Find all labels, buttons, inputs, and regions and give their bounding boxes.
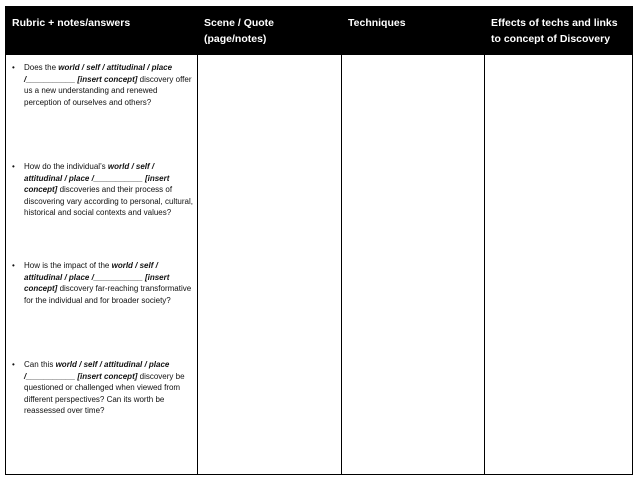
rubric-cell: [6, 55, 198, 475]
question-text: [24, 161, 193, 219]
question-text: [24, 260, 193, 306]
bullet-icon: •: [12, 63, 15, 72]
concept-placeholder: world / self / attitudinal / place /___________ [insert concept]: [24, 360, 170, 381]
question-rest: discovery be questioned or challenged when viewed from different perspectives? Can its worth be reassessed over time?: [24, 371, 185, 415]
header-techniques: Techniques: [342, 7, 485, 55]
question-lead: How do the individual’s: [24, 162, 108, 171]
concept-placeholder: world / self / attitudinal / place /___________ [insert concept]: [24, 162, 170, 194]
question-text: [24, 359, 193, 417]
question-2: [12, 161, 193, 253]
question-lead: How is the impact of the: [24, 261, 112, 270]
question-lead: Does the: [24, 63, 59, 72]
question-3: [12, 260, 193, 352]
question-text: [24, 62, 193, 108]
question-rest: discovery far-reaching transformative for the individual and for broader society?: [24, 284, 192, 305]
question-lead: Can this: [24, 360, 56, 369]
techniques-cell[interactable]: [342, 55, 485, 475]
scene-quote-cell[interactable]: [198, 55, 342, 475]
question-rest: discoveries and their process of discovering vary according to personal, cultural, historical and social contexts and values?: [24, 185, 193, 217]
concept-placeholder: world / self / attitudinal / place /___________ [insert concept]: [24, 261, 170, 293]
question-rest: discovery offer us a new understanding and renewed perception of ourselves and others?: [24, 74, 192, 107]
question-1: [12, 62, 193, 154]
header-scene-quote: Scene / Quote (page/notes): [198, 7, 342, 55]
concept-placeholder: world / self / attitudinal / place /___________ [insert concept]: [24, 63, 173, 84]
question-4: [12, 359, 193, 451]
rubric-table: [5, 6, 633, 475]
table-row: [6, 55, 633, 475]
header-rubric: Rubric + notes/answers: [6, 7, 198, 55]
bullet-icon: •: [12, 162, 15, 171]
bullet-icon: •: [12, 360, 15, 369]
header-row: [6, 7, 633, 55]
header-effects: Effects of techs and links to concept of Discovery: [485, 7, 633, 55]
worksheet: [5, 6, 632, 475]
effects-cell[interactable]: [485, 55, 633, 475]
bullet-icon: •: [12, 261, 15, 270]
